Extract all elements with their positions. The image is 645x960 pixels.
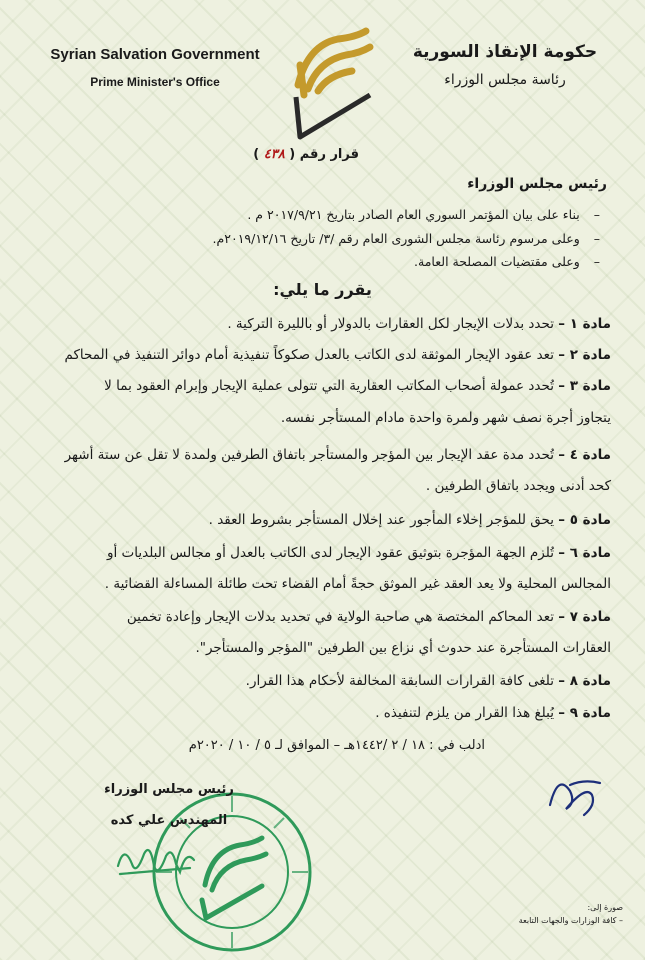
article-text: يُبلغ هذا القرار من يلزم لتنفيذه . (375, 705, 554, 721)
article-4-continuation (17, 478, 611, 494)
article-text: يتجاوز أجرة نصف شهر ولمرة واحدة مادام المستأجر نفسه. (280, 410, 611, 426)
copy-to-label: صورة إلى: (587, 903, 623, 912)
arabic-office-subtitle: رئاسة مجلس الوزراء (444, 72, 566, 88)
article-label: مادة ٤ – (558, 447, 611, 463)
article-label: مادة ٨ – (558, 673, 611, 689)
arabic-header (405, 42, 605, 88)
article-3-continuation (17, 410, 611, 426)
article-text: تحدد بدلات الإيجار لكل العقارات بالدولار أو بالليرة التركية . (227, 316, 554, 332)
article-text: تلغى كافة القرارات السابقة المخالفة لأحكام هذا القرار. (245, 673, 554, 689)
copy-to-item: – كافة الوزارات والجهات التابعة (518, 916, 623, 925)
signatory-title: رئيس مجلس الوزراء (104, 782, 234, 797)
article-8 (17, 673, 611, 689)
basis-text: وعلى مرسوم رئاسة مجلس الشورى العام رقم /٣/ تاريخ ٢٠١٩/١٢/١٦م. (212, 231, 580, 246)
basis-text: بناء على بيان المؤتمر السوري العام الصادر بتاريخ ٢٠١٧/٩/٢١ م . (247, 207, 580, 222)
article-2 (17, 347, 611, 363)
article-text: تُلزم الجهة المؤجرة بتوثيق عقود الإيجار لدى الكاتب بالعدل أو مجالس البلديات أو (106, 545, 554, 561)
article-text: تعد عقود الإيجار الموثقة لدى الكاتب بالعدل صكوكاً تنفيذية أمام دوائر التنفيذ في المحاكم (64, 347, 554, 363)
decision-number-line (253, 147, 359, 162)
arabic-government-title: حكومة الإنقاذ السورية (412, 42, 598, 62)
basis-item (247, 207, 600, 222)
decides-heading: يقرر ما يلي: (273, 280, 372, 299)
article-label: مادة ٦ – (558, 545, 611, 561)
signatory-name: المهندس علي كده (110, 813, 228, 828)
article-1 (17, 316, 611, 332)
article-6-continuation (17, 576, 611, 592)
bullet-dash: – (593, 207, 600, 222)
article-text: تُحدد مدة عقد الإيجار بين المؤجر والمستأجر باتفاق الطرفين ولمدة لا تقل عن ستة أشهر (64, 447, 554, 463)
article-label: مادة ٣ – (558, 378, 611, 394)
article-label: مادة ٢ – (558, 347, 611, 363)
article-text: تُحدد عمولة أصحاب المكاتب العقارية التي تتولى عملية الإيجار وإبرام العقود بما لا (104, 378, 554, 394)
article-label: مادة ٥ – (558, 512, 611, 528)
signatory-block (64, 782, 274, 828)
article-6 (17, 545, 611, 561)
article-7-continuation (17, 640, 611, 656)
article-4 (17, 447, 611, 463)
article-label: مادة ٩ – (558, 705, 611, 721)
article-3 (17, 378, 611, 394)
basis-item (213, 231, 600, 246)
handwritten-signature-icon (110, 836, 205, 886)
basis-text: وعلى مقتضيات المصلحة العامة. (414, 254, 580, 269)
date-line: ادلب في : ١٨ / ٢ /١٤٤٢هـ – الموافق لـ ٥ / ١٠ / ٢٠٢٠م (188, 738, 485, 753)
article-9 (17, 705, 611, 721)
article-7 (17, 609, 611, 625)
article-5 (17, 512, 611, 528)
bullet-dash: – (593, 254, 600, 269)
article-text: العقارات المستأجرة عند حدوث أي نزاع بين الطرفين "المؤجر والمستأجر". (195, 640, 611, 656)
decision-number: ٤٣٨ (263, 147, 285, 162)
government-logo-icon (278, 25, 378, 140)
copy-to-block (519, 903, 623, 925)
article-label: مادة ١ – (558, 316, 611, 332)
basis-item (414, 254, 600, 269)
bullet-dash: – (593, 231, 600, 246)
article-text: المجالس المحلية ولا يعد العقد غير الموثق حجةً أمام القضاء تحت طائلة المساءلة القضائية . (104, 576, 611, 592)
decision-close: ) (253, 147, 260, 162)
article-text: كحد أدنى ويجدد باتفاق الطرفين . (425, 478, 611, 494)
decision-label: قرار رقم ( (289, 147, 359, 162)
article-label: مادة ٧ – (558, 609, 611, 625)
article-text: يحق للمؤجر إخلاء المأجور عند إخلال المستأجر بشروط العقد . (208, 512, 554, 528)
article-text: تعد المحاكم المختصة هي صاحبة الولاية في تحديد بدلات الإيجار وإعادة تخمين (126, 609, 554, 625)
english-office-subtitle: Prime Minister's Office (90, 75, 220, 89)
english-government-title: Syrian Salvation Government (50, 46, 260, 63)
signature-mark-icon (540, 765, 610, 825)
english-header (40, 46, 270, 89)
pm-heading: رئيس مجلس الوزراء (467, 176, 607, 192)
